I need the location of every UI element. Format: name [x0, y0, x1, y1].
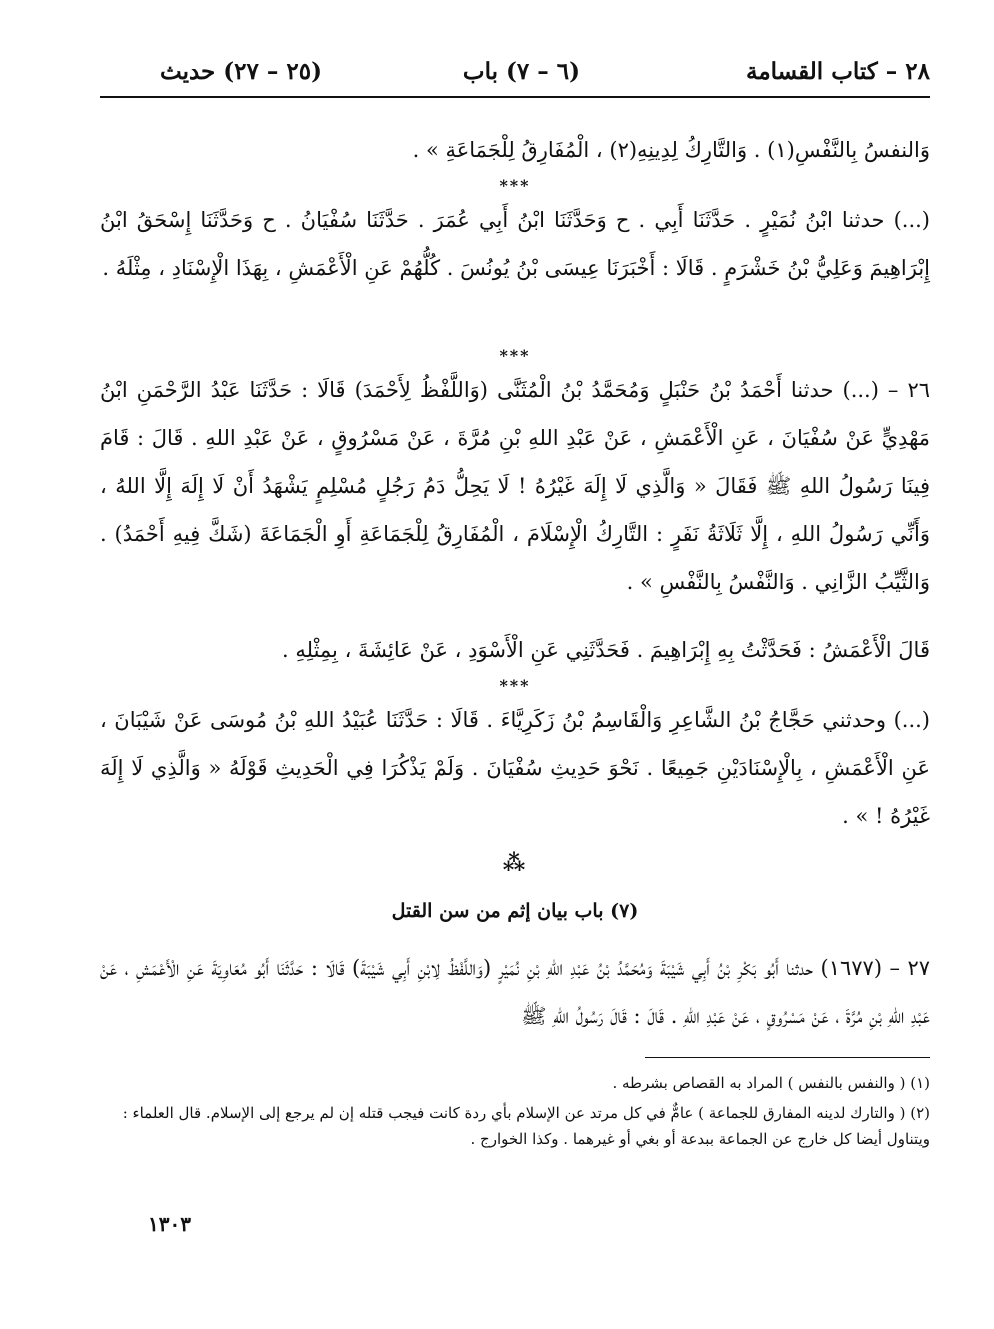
separator-stars: ***: [499, 346, 531, 365]
paragraph-continuation: وَالنفسُ بِالنَّفْسِ(١) . وَالتَّارِكُ لِدِينِهِ(٢) ، الْمُفَارِقُ لِلْجَمَاعَةِ » .: [412, 138, 930, 162]
paragraph-hadith-isnad: (...) حدثنا ابْنُ نُمَيْرٍ . حَدَّثَنَا أَبِي . ح وَحَدَّثَنَا ابْنُ أَبِي عُمَرَ . حَدَّثَنَا سُفْيَانُ . ح وَحَدَّثَنَا إِسْحَقُ ابْنُ إِبْرَاهِيمَ وَعَلِيُّ بْنُ خَشْرَمٍ . قَالَا : أَخْبَرَنَا عِيسَى بْنُ يُونُسَ . كُلُّهُمْ عَنِ الْأَعْمَشِ ، بِهَذَا الْإِسْنَادِ ، مِثْلَهُ .: [100, 208, 930, 280]
section-asterism: ⁂: [502, 850, 528, 876]
page-number: ١٣٠٣: [148, 1212, 191, 1236]
header-chapter-range: (٦ – ٧) باب: [462, 58, 580, 85]
separator-stars: ***: [499, 176, 531, 195]
footnote-1: (١) ( والنفس بالنفس ) المراد به القصاص بشرطه .: [612, 1074, 930, 1092]
paragraph-hadith-27: ٢٧ – (١٦٧٧) حدثنا أَبُو بَكْرِ بْنُ أَبِي شَيْبَةَ وَمُحَمَّدُ بْنُ عَبْدِ اللهِ بْنِ نُمَيْرٍ (وَاللَّفْظُ لِابْنِ أَبِي شَيْبَةَ) قَالَا : حَدَّثَنَا أَبُو مُعَاوِيَةَ عَنِ الْأَعْمَشِ ، عَنْ عَبْدِ اللهِ بْنِ مُرَّةَ ، عَنْ مَسْرُوقٍ ، عَنْ عَبْدِ اللهِ . قَالَ : قَالَ رَسُولُ اللهِ ﷺ: [100, 956, 930, 1028]
header-hadith-range: (٢٥ – ٢٧) حديث: [160, 58, 323, 85]
chapter-heading: (٧) باب بيان إثم من سن القتل: [391, 900, 639, 922]
footnote-rule: [645, 1057, 930, 1058]
paragraph-hadith-26: ٢٦ – (...) حدثنا أَحْمَدُ بْنُ حَنْبَلٍ وَمُحَمَّدُ بْنُ الْمُثَنَّى (وَاللَّفْظُ لِأَحْمَدَ) قَالَا : حَدَّثَنَا عَبْدُ الرَّحْمَنِ ابْنُ مَهْدِيٍّ عَنْ سُفْيَانَ ، عَنِ الْأَعْمَشِ ، عَنْ عَبْدِ اللهِ بْنِ مُرَّةَ ، عَنْ مَسْرُوقٍ ، عَنْ عَبْدِ اللهِ . قَالَ : قَامَ فِينَا رَسُولُ اللهِ ﷺ فَقَالَ « وَالَّذِي لَا إِلَهَ غَيْرُهُ ! لَا يَحِلُّ دَمُ رَجُلٍ مُسْلِمٍ يَشْهَدُ أَنْ لَا إِلَهَ إِلَّا اللهُ ، وَأَنِّي رَسُولُ اللهِ ، إِلَّا ثَلَاثَةُ نَفَرٍ : التَّارِكُ الْإِسْلَامَ ، الْمُفَارِقُ لِلْجَمَاعَةِ أَوِ الْجَمَاعَةَ (شَكَّ فِيهِ أَحْمَدُ) . وَالثَّيِّبُ الزَّانِي . وَالنَّفْسُ بِالنَّفْسِ » .: [100, 378, 930, 594]
header-book-title: ٢٨ – كتاب القسامة: [745, 58, 930, 85]
paragraph-al-amash: قَالَ الْأَعْمَشُ : فَحَدَّثْتُ بِهِ إِبْرَاهِيمَ . فَحَدَّثَنِي عَنِ الْأَسْوَدِ ، عَنْ عَائِشَةَ ، بِمِثْلِهِ .: [282, 638, 930, 662]
footnote-2: (٢) ( والتارك لدينه المفارق للجماعة ) عامٌّ في كل مرتد عن الإسلام بأي ردة كانت فيجب قتله إن لم يرجع إلى الإسلام. قال العلماء : ويتناول أيضا كل خارج عن الجماعة ببدعة أو بغي أو غيرهما . وكذا الخوارج .: [122, 1104, 930, 1148]
separator-stars: ***: [499, 676, 531, 695]
header-rule: [100, 96, 930, 98]
running-header: [100, 58, 930, 96]
paragraph-hadith-hajjaj: (...) وحدثني حَجَّاجُ بْنُ الشَّاعِرِ وَالْقَاسِمُ بْنُ زَكَرِيَّاءَ . قَالَا : حَدَّثَنَا عُبَيْدُ اللهِ بْنُ مُوسَى عَنْ شَيْبَانَ ، عَنِ الْأَعْمَشِ ، بِالْإِسْنَادَيْنِ جَمِيعًا . نَحْوَ حَدِيثِ سُفْيَانَ . وَلَمْ يَذْكُرَا فِي الْحَدِيثِ قَوْلَهُ « وَالَّذِي لَا إِلَهَ غَيْرُهُ ! » .: [100, 708, 930, 828]
